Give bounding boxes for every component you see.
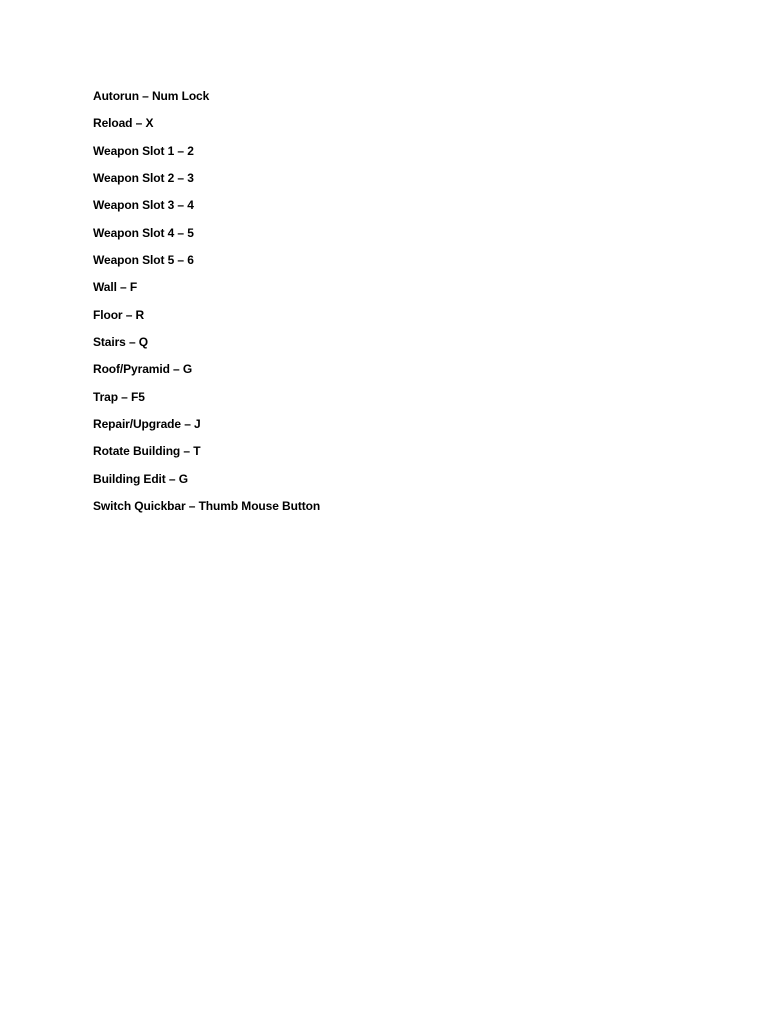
- keybind-line-roof-pyramid: Roof/Pyramid – G: [93, 362, 193, 377]
- keybind-line-stairs: Stairs – Q: [93, 335, 149, 350]
- keybind-line-weapon-slot-4: Weapon Slot 4 – 5: [93, 225, 194, 240]
- keybind-line-trap: Trap – F5: [93, 389, 145, 404]
- keybind-line-switch-quickbar: Switch Quickbar – Thumb Mouse Button: [93, 499, 321, 514]
- keybind-line-autorun: Autorun – Num Lock: [93, 89, 210, 103]
- keybind-line-weapon-slot-2: Weapon Slot 2 – 3: [93, 171, 194, 186]
- keybind-line-building-edit: Building Edit – G: [93, 471, 188, 486]
- keybind-line-weapon-slot-3: Weapon Slot 3 – 4: [93, 198, 194, 213]
- keybind-line-wall: Wall – F: [93, 280, 138, 295]
- keybind-line-floor: Floor – R: [93, 307, 145, 322]
- keybind-list: [93, 87, 320, 525]
- keybind-line-weapon-slot-5: Weapon Slot 5 – 6: [93, 253, 194, 268]
- keybind-line-reload: Reload – X: [93, 116, 154, 131]
- keybind-line-rotate-building: Rotate Building – T: [93, 444, 201, 459]
- keybind-line-repair-upgrade: Repair/Upgrade – J: [93, 417, 201, 432]
- keybind-line-weapon-slot-1: Weapon Slot 1 – 2: [93, 143, 194, 158]
